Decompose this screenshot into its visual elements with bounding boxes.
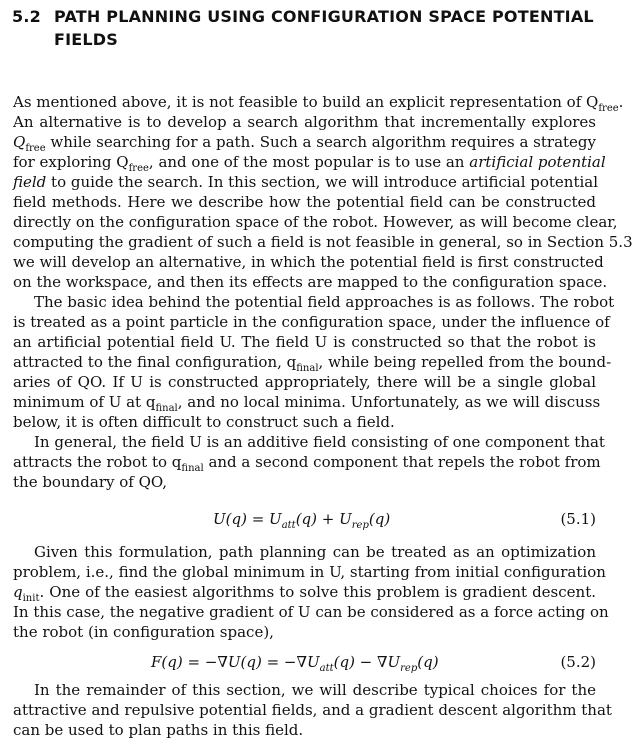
p4-line4: In this case, the negative gradient of U can be considered as a force acting on: [13, 603, 609, 621]
p3-line1: In general, the field U is an additive field consisting of one component that: [34, 433, 605, 451]
p1-line1: As mentioned above, it is not feasible to build an explicit representation of $Q_{free}$.: [13, 93, 624, 114]
section-number: 5.2: [12, 7, 41, 26]
p1-line3: $Q_{free}$ while searching for a path. Such a search algorithm requires a strategy: [13, 133, 596, 154]
section-heading: [12, 5, 602, 51]
p4-line1: Given this formulation, path planning can be treated as an optimization: [34, 543, 596, 561]
p1-line10: on the workspace, and then its effects are mapped to the configuration space.: [13, 273, 608, 291]
section-title-line1: PATH PLANNING USING CONFIGURATION SPACE POTENTIAL: [54, 7, 594, 26]
p2-line6: minimum of U at $q_{final}$, and no local minima. Unfortunately, as we will discuss: [13, 393, 601, 414]
equation-5-2-number: (5.2): [560, 653, 596, 671]
p5-line1: In the remainder of this section, we will describe typical choices for the: [34, 681, 596, 699]
p3-line3: the boundary of QO,: [13, 473, 168, 491]
p5-line3: can be used to plan paths in this field.: [13, 721, 304, 739]
p2-line4: attracted to the final configuration, $q_{final}$, while being repelled from the bound-: [13, 353, 612, 374]
p4-line5: the robot (in configuration space),: [13, 623, 274, 641]
section-title-line2: FIELDS: [54, 30, 119, 49]
equation-5-1-number: (5.1): [560, 510, 596, 528]
p1-line6: field methods. Here we describe how the potential field can be constructed: [13, 193, 596, 211]
p1-line5: field to guide the search. In this section, we will introduce artificial potential: [13, 173, 599, 191]
p2-line2: is treated as a point particle in the configuration space, under the influence of: [13, 313, 610, 331]
p2-line1: The basic idea behind the potential field approaches is as follows. The robot: [34, 293, 615, 311]
p3-line2: attracts the robot to $q_{final}$ and a second component that repels the robot from: [13, 453, 601, 474]
equation-5-1: [13, 508, 596, 530]
p2-line5: aries of QO. If U is constructed appropriately, there will be a single global: [13, 373, 596, 391]
equation-5-2: [13, 651, 596, 673]
p2-line7: below, it is often difficult to construct such a field.: [13, 413, 395, 431]
p4-line3: $q_{init}$. One of the easiest algorithms to solve this problem is gradient descent.: [13, 583, 596, 604]
p1-line7: directly on the configuration space of the robot. However, as will become clear,: [13, 213, 618, 231]
p1-line2: An alternative is to develop a search algorithm that incrementally explores: [13, 113, 596, 131]
p1-line9: we will develop an alternative, in which the potential field is first constructed: [13, 253, 604, 271]
p4-line2: problem, i.e., find the global minimum in U, starting from initial configuration: [13, 563, 606, 581]
equation-5-1-expression: $U(q) = U_{att}(q) + U_{rep}(q)$: [213, 510, 391, 531]
p2-line3: an artificial potential field U. The field U is constructed so that the robot is: [13, 333, 596, 351]
p1-line8: computing the gradient of such a field is not feasible in general, so in Section 5.3: [13, 233, 633, 251]
equation-5-2-expression: $F(q) = -\nabla U(q) = -\nabla U_{att}(q) - \nabla U_{rep}(q)$: [151, 653, 439, 674]
p1-line4: for exploring $Q_{free}$, and one of the most popular is to use an artificial potential: [13, 153, 606, 174]
p5-line2: attractive and repulsive potential fields, and a gradient descent algorithm that: [13, 701, 612, 719]
